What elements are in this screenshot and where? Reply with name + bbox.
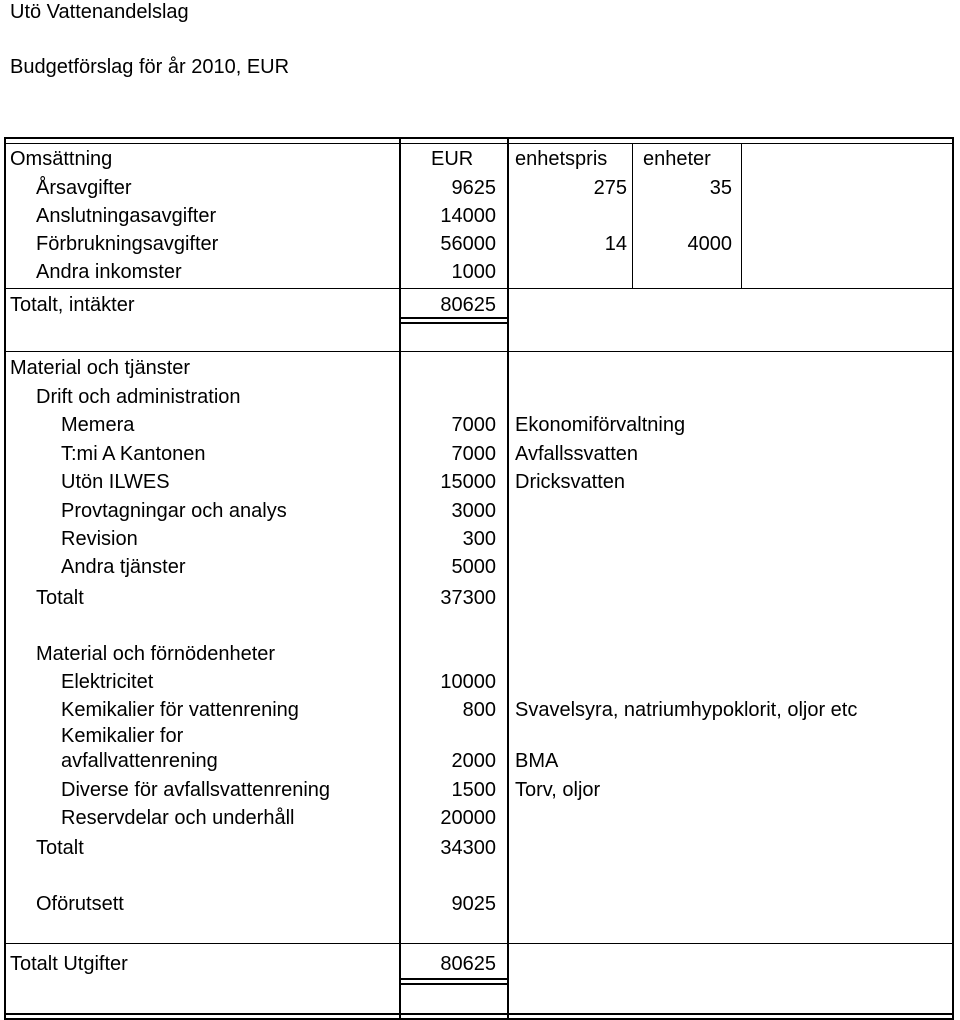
supplies-heading: Material och förnödenheter (36, 643, 276, 665)
services-row-label: Utön ILWES (61, 471, 170, 493)
supplies-row-eur: 800 (462, 699, 496, 721)
supplies-row-label: Kemikalier för vattenrening (61, 699, 299, 721)
revenue-row-label: Förbrukningsavgifter (36, 233, 219, 255)
services-row-note: Ekonomiförvaltning (515, 414, 686, 436)
column-header-eur: EUR (431, 148, 474, 170)
supplies-row-eur: 1500 (451, 779, 496, 801)
revenue-row-units: 35 (709, 177, 732, 199)
revenue-row-units: 4000 (687, 233, 732, 255)
services-row-eur: 7000 (451, 443, 496, 465)
contingency-value: 9025 (451, 893, 496, 915)
column-header-units: enheter (643, 148, 711, 170)
services-row-eur: 15000 (440, 471, 496, 493)
services-row-label: Provtagningar och analys (61, 500, 287, 522)
services-heading: Material och tjänster (10, 357, 191, 379)
services-row-label: Revision (61, 528, 138, 550)
revenue-row-unit-price: 275 (593, 177, 627, 199)
supplies-row-eur: 2000 (451, 750, 496, 772)
supplies-row-note: BMA (515, 750, 559, 772)
revenue-row-unit-price: 14 (604, 233, 627, 255)
revenue-row-label: Anslutningasavgifter (36, 205, 217, 227)
services-row-note: Dricksvatten (515, 471, 626, 493)
column-header-unit-price: enhetspris (515, 148, 608, 170)
revenue-row-eur: 1000 (451, 261, 496, 283)
revenue-heading: Omsättning (10, 148, 113, 170)
supplies-row-eur: 10000 (440, 671, 496, 693)
services-row-eur: 300 (462, 528, 496, 550)
revenue-row-eur: 14000 (440, 205, 496, 227)
revenue-row-eur: 56000 (440, 233, 496, 255)
supplies-row-eur: 20000 (440, 807, 496, 829)
grand-total-value: 80625 (440, 953, 496, 975)
revenue-total-label: Totalt, intäkter (10, 294, 135, 316)
grand-total-label: Totalt Utgifter (10, 953, 128, 975)
supplies-row-note: Torv, oljor (515, 779, 601, 801)
supplies-row-label: Kemikalier for (61, 725, 184, 747)
services-row-eur: 5000 (451, 556, 496, 578)
services-row-note: Avfallssvatten (515, 443, 639, 465)
supplies-total-value: 34300 (440, 837, 496, 859)
organization-title: Utö Vattenandelslag (10, 1, 189, 23)
services-row-label: Memera (61, 414, 135, 436)
services-total-label: Totalt (36, 587, 84, 609)
budget-subtitle: Budgetförslag för år 2010, EUR (10, 56, 290, 78)
services-row-label: Andra tjänster (61, 556, 186, 578)
supplies-row-label: Reservdelar och underhåll (61, 807, 295, 829)
services-row-eur: 3000 (451, 500, 496, 522)
services-total-value: 37300 (440, 587, 496, 609)
revenue-total-value: 80625 (440, 294, 496, 316)
services-row-label: T:mi A Kantonen (61, 443, 206, 465)
supplies-total-label: Totalt (36, 837, 84, 859)
supplies-row-note: Svavelsyra, natriumhypoklorit, oljor etc (515, 699, 858, 721)
services-row-eur: 7000 (451, 414, 496, 436)
supplies-row-label: Diverse för avfallsvattenrening (61, 779, 331, 801)
revenue-row-label: Andra inkomster (36, 261, 182, 283)
supplies-row-label-continued: avfallvattenrening (61, 750, 218, 772)
revenue-row-label: Årsavgifter (36, 177, 132, 199)
revenue-row-eur: 9625 (451, 177, 496, 199)
services-subheading: Drift och administration (36, 386, 241, 408)
supplies-row-label: Elektricitet (61, 671, 154, 693)
contingency-label: Oförutsett (36, 893, 124, 915)
